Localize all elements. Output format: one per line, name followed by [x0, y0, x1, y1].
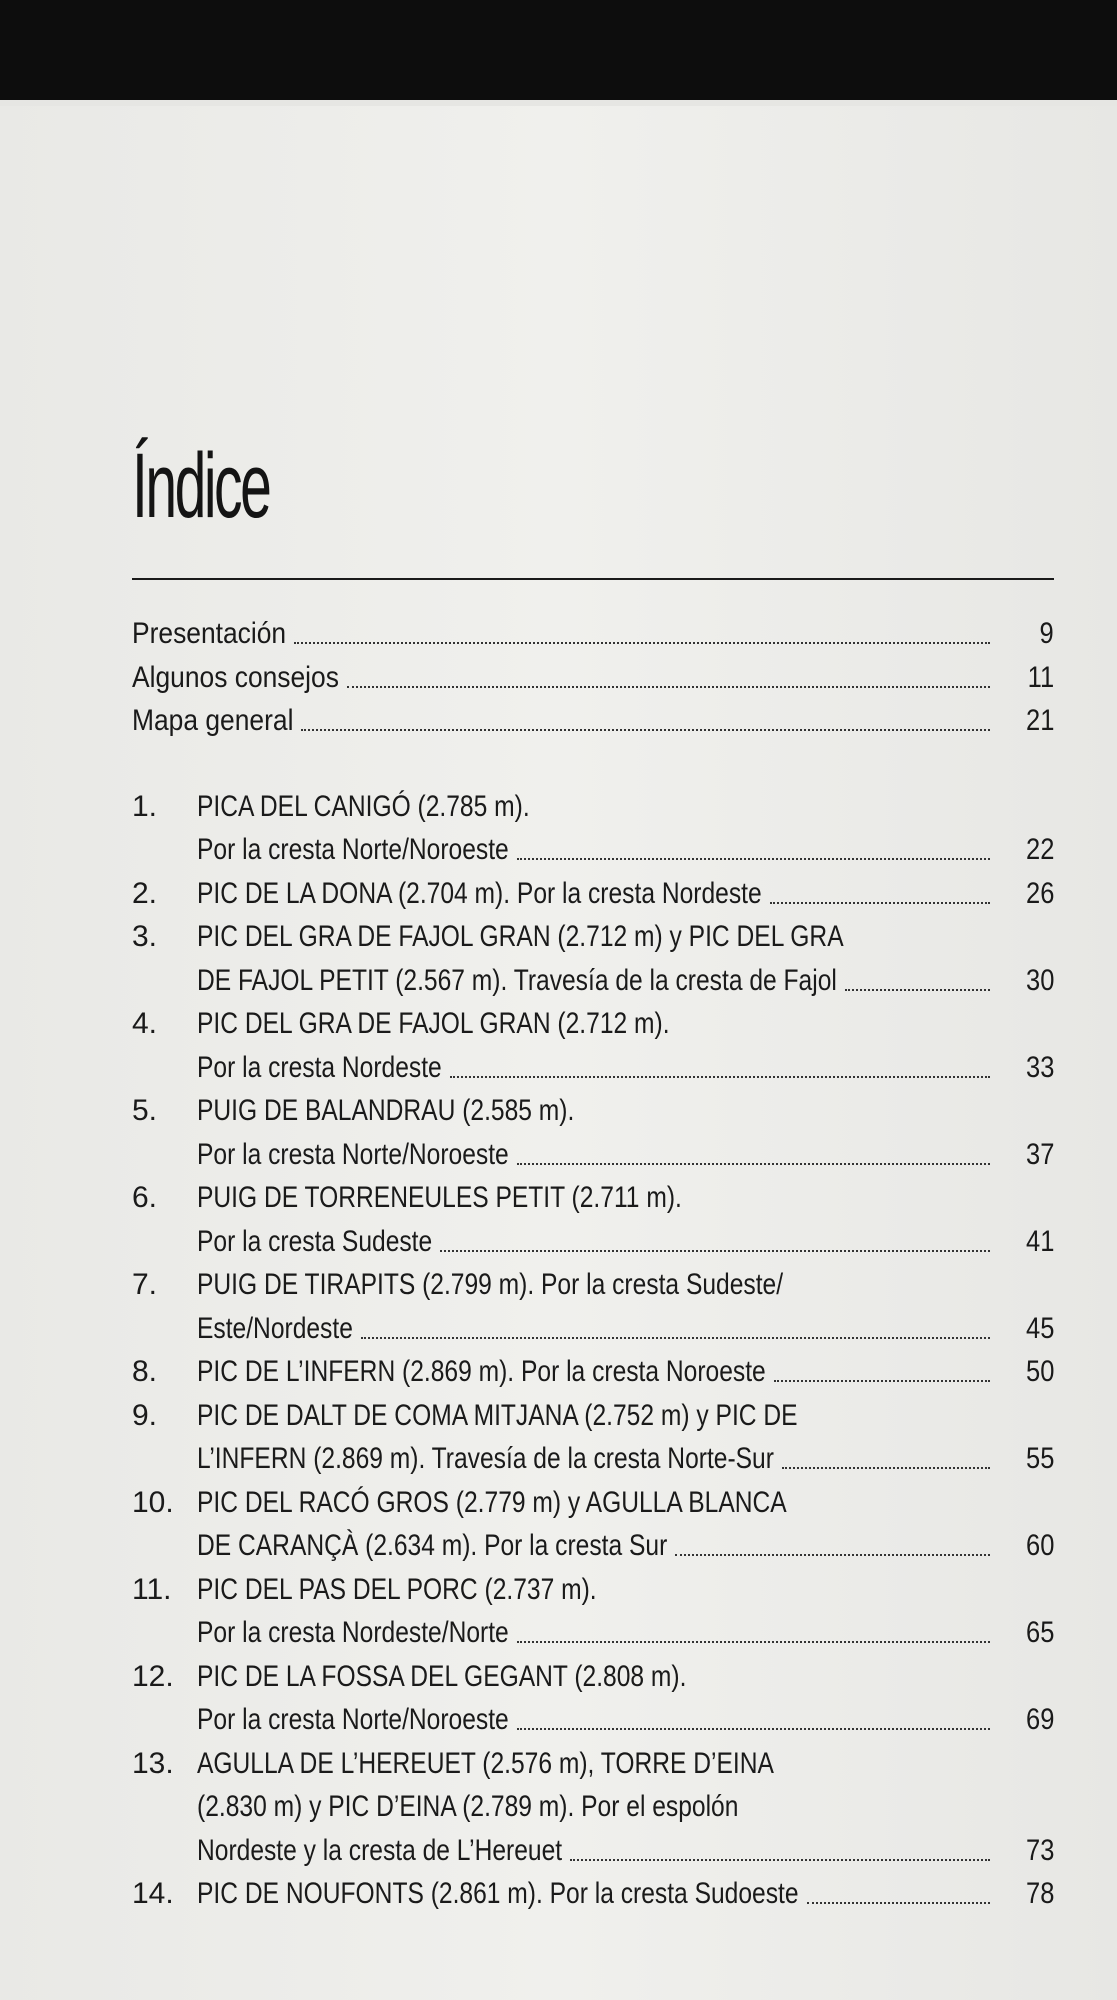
entry-number: 11.: [132, 1572, 172, 1606]
page-number: 73: [1025, 1833, 1054, 1867]
table-of-contents: [132, 612, 1054, 1916]
title-underline: [132, 578, 1054, 580]
toc-entry-line: [132, 1350, 1054, 1394]
toc-entry-line: [132, 1046, 1054, 1090]
front-matter-title: Presentación: [132, 617, 287, 650]
page-number: 9: [1039, 617, 1054, 650]
entry-number: 3.: [132, 920, 158, 953]
dot-leader: [517, 1641, 990, 1643]
toc-entry-line: [132, 1002, 1054, 1046]
toc-entry-line: [132, 1176, 1054, 1220]
entry-title-line: Por la cresta Sudeste: [197, 1224, 433, 1258]
entry-title-line: Nordeste y la cresta de L’Hereuet: [197, 1833, 563, 1867]
entry-title-line: Por la cresta Nordeste: [197, 1050, 442, 1084]
toc-front-matter-item: [132, 699, 1054, 743]
dot-leader: [807, 1902, 990, 1904]
dot-leader: [782, 1467, 990, 1469]
entry-number: 10.: [132, 1485, 174, 1519]
entry-title-line: PIC DE DALT DE COMA MITJANA (2.752 m) y PIC DE: [197, 1398, 798, 1432]
page-number: 50: [1025, 1355, 1054, 1388]
entry-number: 9.: [132, 1398, 158, 1432]
dot-leader: [675, 1554, 990, 1556]
toc-entry-line: [132, 1437, 1054, 1481]
toc-entry-line: [132, 1481, 1054, 1525]
toc-entry-line: [132, 1307, 1054, 1351]
toc-entry-line: [132, 872, 1054, 916]
entry-title-line: PIC DE LA DONA (2.704 m). Por la cresta Nordeste: [197, 876, 762, 910]
page-number: 69: [1025, 1703, 1054, 1736]
entry-number: 13.: [132, 1746, 174, 1780]
entry-number: 1.: [132, 789, 158, 823]
toc-entry-line: [132, 1263, 1054, 1307]
toc-entry-line: [132, 915, 1054, 959]
dot-leader: [301, 729, 990, 731]
dot-leader: [347, 686, 990, 688]
dot-leader: [517, 1728, 990, 1730]
entry-title-line: PIC DEL PAS DEL PORC (2.737 m).: [197, 1572, 597, 1606]
page-number: 37: [1025, 1137, 1054, 1171]
toc-entry-line: [132, 1829, 1054, 1873]
page-number: 78: [1025, 1877, 1054, 1910]
front-matter-title: Algunos consejos: [132, 660, 339, 694]
page-number: 33: [1025, 1050, 1054, 1084]
entry-title-line: PICA DEL CANIGÓ (2.785 m).: [197, 789, 530, 823]
dot-leader: [570, 1859, 990, 1861]
entry-number: 8.: [132, 1355, 158, 1388]
toc-entry-line: [132, 1872, 1054, 1916]
toc-entry-line: [132, 1394, 1054, 1438]
page-number: 45: [1025, 1311, 1054, 1345]
page-number: 26: [1025, 876, 1054, 910]
toc-entry-line: [132, 1568, 1054, 1612]
dot-leader: [361, 1337, 990, 1339]
entry-title-line: AGULLA DE L’HEREUET (2.576 m), TORRE D’EINA: [197, 1746, 774, 1780]
toc-entry-line: [132, 1698, 1054, 1742]
section-gap: [132, 743, 1054, 785]
dot-leader: [770, 902, 990, 904]
toc-entry-line: [132, 1655, 1054, 1699]
entry-title-line: Por la cresta Nordeste/Norte: [197, 1616, 509, 1649]
dot-leader: [517, 1163, 990, 1165]
toc-entry-line: [132, 1089, 1054, 1133]
entry-title-line: (2.830 m) y PIC D’EINA (2.789 m). Por el espolón: [197, 1790, 739, 1823]
entry-title-line: PIC DEL GRA DE FAJOL GRAN (2.712 m).: [197, 1007, 670, 1040]
entry-title-line: PIC DE LA FOSSA DEL GEGANT (2.808 m).: [197, 1659, 687, 1693]
toc-entry-line: [132, 1524, 1054, 1568]
entry-number: 4.: [132, 1007, 158, 1040]
entry-number: 5.: [132, 1094, 158, 1127]
toc-entry-line: [132, 785, 1054, 829]
entry-title-line: DE FAJOL PETIT (2.567 m). Travesía de la cresta de Fajol: [197, 963, 837, 997]
entry-title-line: PIC DE L’INFERN (2.869 m). Por la cresta Noroeste: [197, 1355, 766, 1388]
entry-title-line: PIC DE NOUFONTS (2.861 m). Por la cresta Sudoeste: [197, 1877, 799, 1910]
entry-number: 2.: [132, 876, 158, 910]
entry-number: 7.: [132, 1268, 158, 1301]
entry-title-line: Por la cresta Norte/Noroeste: [197, 833, 509, 866]
entry-title-line: PUIG DE TORRENEULES PETIT (2.711 m).: [197, 1181, 682, 1214]
entry-number: 12.: [132, 1659, 174, 1693]
entry-title-line: PIC DEL GRA DE FAJOL GRAN (2.712 m) y PIC DEL GRA: [197, 920, 844, 953]
toc-entry-line: [132, 1133, 1054, 1177]
front-matter-title: Mapa general: [132, 704, 294, 737]
dot-leader: [774, 1380, 990, 1382]
top-black-band: [0, 0, 1117, 100]
entry-number: 6.: [132, 1181, 158, 1214]
entry-title-line: PUIG DE BALANDRAU (2.585 m).: [197, 1094, 575, 1127]
dot-leader: [294, 642, 990, 644]
toc-entry-line: [132, 1611, 1054, 1655]
page-number: 60: [1025, 1529, 1054, 1562]
page-number: 30: [1025, 963, 1054, 997]
toc-front-matter-item: [132, 612, 1054, 656]
entry-title-line: Este/Nordeste: [197, 1311, 353, 1345]
page-number: 65: [1025, 1616, 1054, 1649]
entry-title-line: DE CARANÇÀ (2.634 m). Por la cresta Sur: [197, 1529, 668, 1562]
toc-front-matter-item: [132, 656, 1054, 700]
page-number: 21: [1025, 704, 1054, 737]
page-title: Índice: [132, 435, 270, 537]
entry-title-line: PIC DEL RACÓ GROS (2.779 m) y AGULLA BLANCA: [197, 1485, 787, 1519]
dot-leader: [450, 1076, 990, 1078]
toc-entry-line: [132, 959, 1054, 1003]
toc-entry-line: [132, 1742, 1054, 1786]
toc-entry-line: [132, 828, 1054, 872]
dot-leader: [440, 1250, 990, 1252]
toc-entry-line: [132, 1785, 1054, 1829]
dot-leader: [845, 989, 990, 991]
entry-title-line: Por la cresta Norte/Noroeste: [197, 1703, 509, 1736]
dot-leader: [517, 858, 990, 860]
page-number: 22: [1025, 833, 1054, 866]
page-number: 41: [1025, 1224, 1054, 1258]
entry-number: 14.: [132, 1877, 174, 1910]
entry-title-line: PUIG DE TIRAPITS (2.799 m). Por la cresta Sudeste/: [197, 1268, 784, 1301]
page-number: 11: [1027, 660, 1054, 694]
toc-entry-line: [132, 1220, 1054, 1264]
entry-title-line: L’INFERN (2.869 m). Travesía de la cresta Norte-Sur: [197, 1442, 774, 1475]
page-number: 55: [1025, 1442, 1054, 1475]
entry-title-line: Por la cresta Norte/Noroeste: [197, 1137, 509, 1171]
